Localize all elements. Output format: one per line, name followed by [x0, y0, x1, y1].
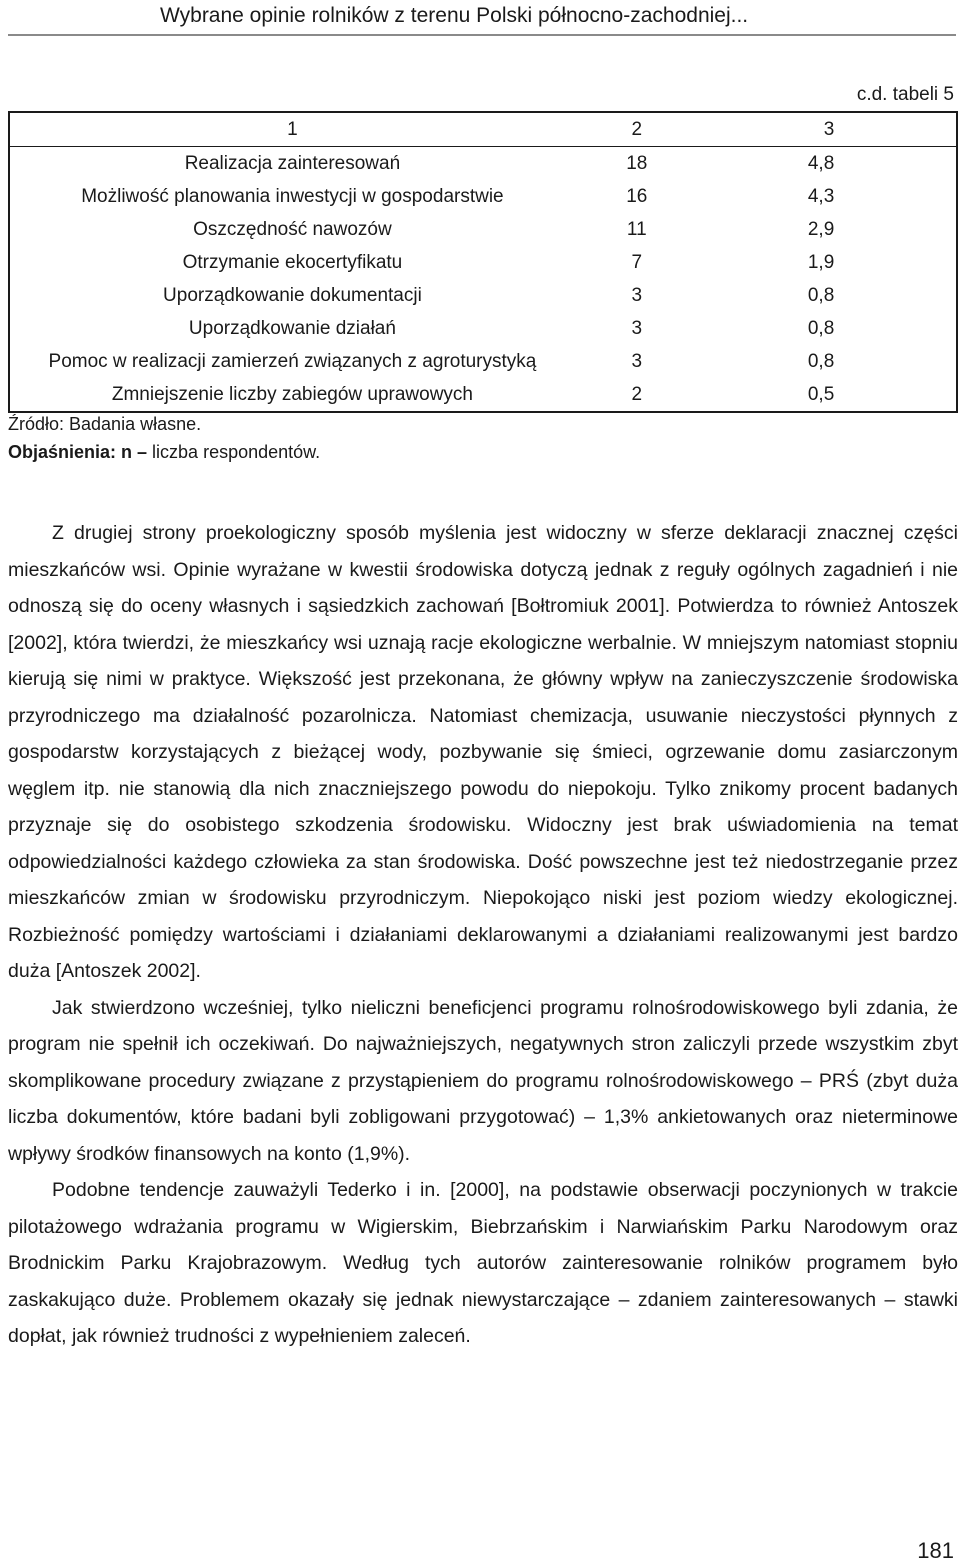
row-count: 2: [631, 383, 643, 405]
row-percent: 4,3: [807, 185, 835, 207]
source-note: Źródło: Badania własne.: [8, 414, 202, 434]
row-percent: 0,8: [807, 350, 835, 372]
column-number-1: 1: [9, 112, 575, 147]
row-count: 16: [626, 185, 648, 207]
row-count: 3: [631, 284, 643, 306]
row-percent: 0,8: [807, 284, 835, 306]
table-row: [9, 312, 957, 345]
row-percent: 0,5: [807, 383, 835, 405]
row-count: 11: [626, 218, 647, 240]
data-table: [8, 111, 958, 413]
column-number-3: 3: [699, 112, 851, 147]
table-continuation-label: c.d. tabeli 5: [856, 84, 954, 105]
table-header-row: [9, 112, 957, 147]
table-row: [9, 147, 957, 181]
row-percent: 4,8: [807, 152, 835, 174]
table-row: [9, 180, 957, 213]
row-label: Uporządkowanie działań: [188, 317, 396, 339]
row-label: Otrzymanie ekocertyfikatu: [182, 251, 403, 273]
explanation-label: Objaśnienia: n –: [8, 442, 148, 462]
row-label: Pomoc w realizacji zamierzeń związanych z agroturystyką: [48, 350, 537, 372]
page-number: 181: [917, 1538, 954, 1563]
row-percent: 0,8: [807, 317, 835, 339]
running-header: Wybrane opinie rolników z terenu Polski północno-zachodniej...: [160, 4, 749, 27]
row-label: Oszczędność nawozów: [193, 218, 392, 240]
row-label: Uporządkowanie dokumentacji: [163, 284, 422, 306]
row-label: Możliwość planowania inwestycji w gospodarstwie: [81, 185, 504, 207]
row-label: Realizacja zainteresowań: [184, 152, 401, 174]
body-text: [8, 515, 958, 1355]
table-notes: [8, 410, 320, 466]
row-label: Zmniejszenie liczby zabiegów uprawowych: [111, 383, 474, 405]
column-number-2: 2: [575, 112, 699, 147]
explanation-note: [8, 438, 320, 466]
row-percent: 2,9: [807, 218, 835, 240]
table-row: [9, 279, 957, 312]
row-count: 3: [631, 350, 643, 372]
table-row: [9, 378, 957, 412]
row-count: 7: [631, 251, 643, 273]
row-percent: 1,9: [807, 251, 835, 273]
paragraph: Z drugiej strony proekologiczny sposób myślenia jest widoczny w sferze deklaracji znacznej części mieszkańców wsi. Opinie wyrażane w kwestii środowiska dotyczą jednak z reguły ogólnych zagadnień i nie odnoszą się do oceny własnych i sąsiedzkich zachowań [Bołtromiuk 2001]. Potwierdza to również Antoszek [2002], która twierdzi, że mieszkańcy wsi uznają racje ekologiczne werbalnie. W mniejszym natomiast stopniu kierują się nimi w praktyce. Większość jest przekonana, że główny wpływ na zanieczyszczenie środowiska przyrodniczego ma działalność pozarolnicza. Natomiast chemizacja, usuwanie nieczystości płynnych z gospodarstw korzystających z bieżącej wody, pozbywanie się śmieci, ogrzewanie domu zasiarczonym węglem itp. nie stanowią dla nich znaczniejszego powodu do niepokoju. Tylko znikomy procent badanych przyznaje się do osobistego szkodzenia środowisku. Widoczny jest brak uświadomienia na temat odpowiedzialności każdego człowieka za stan środowiska. Dość powszechne jest też niedostrzeganie przez mieszkańców zmian w środowisku przyrodniczym. Niepokojąco niski jest poziom wiedzy ekologicznej. Rozbieżność pomiędzy wartościami i działaniami deklarowanymi a działaniami realizowanymi jest bardzo duża [Antoszek 2002].: [8, 522, 958, 982]
header-divider: [8, 34, 956, 36]
table-row: [9, 345, 957, 378]
paragraph: Podobne tendencje zauważyli Tederko i in. [2000], na podstawie obserwacji poczynionych w trakcie pilotażowego wdrażania programu w Wigierskim, Biebrzańskim i Narwiańskim Parku Narodowym oraz Brodnickim Parku Krajobrazowym. Według tych autorów zainteresowanie rolników programem było zaskakująco duże. Problemem okazały się jednak niewystarczające – zdaniem zainteresowanych – stawki dopłat, jak również trudności z wypełnieniem zaleceń.: [8, 1179, 958, 1347]
table-row: [9, 246, 957, 279]
table-row: [9, 213, 957, 246]
row-count: 18: [626, 152, 648, 174]
paragraph: Jak stwierdzono wcześniej, tylko nieliczni beneficjenci programu rolnośrodowiskowego byli zdania, że program nie spełnił ich oczekiwań. Do najważniejszych, negatywnych stron zaliczyli przede wszystkim zbyt skomplikowane procedury związane z przystąpieniem do programu rolnośrodowiskowego – PRŚ (zbyt duża liczba dokumentów, które badani byli zobligowani przygotować) – 1,3% ankietowanych oraz nieterminowe wpływy środków finansowych na konto (1,9%).: [8, 996, 958, 1165]
explanation-text: liczba respondentów.: [147, 442, 321, 462]
row-count: 3: [631, 317, 643, 339]
